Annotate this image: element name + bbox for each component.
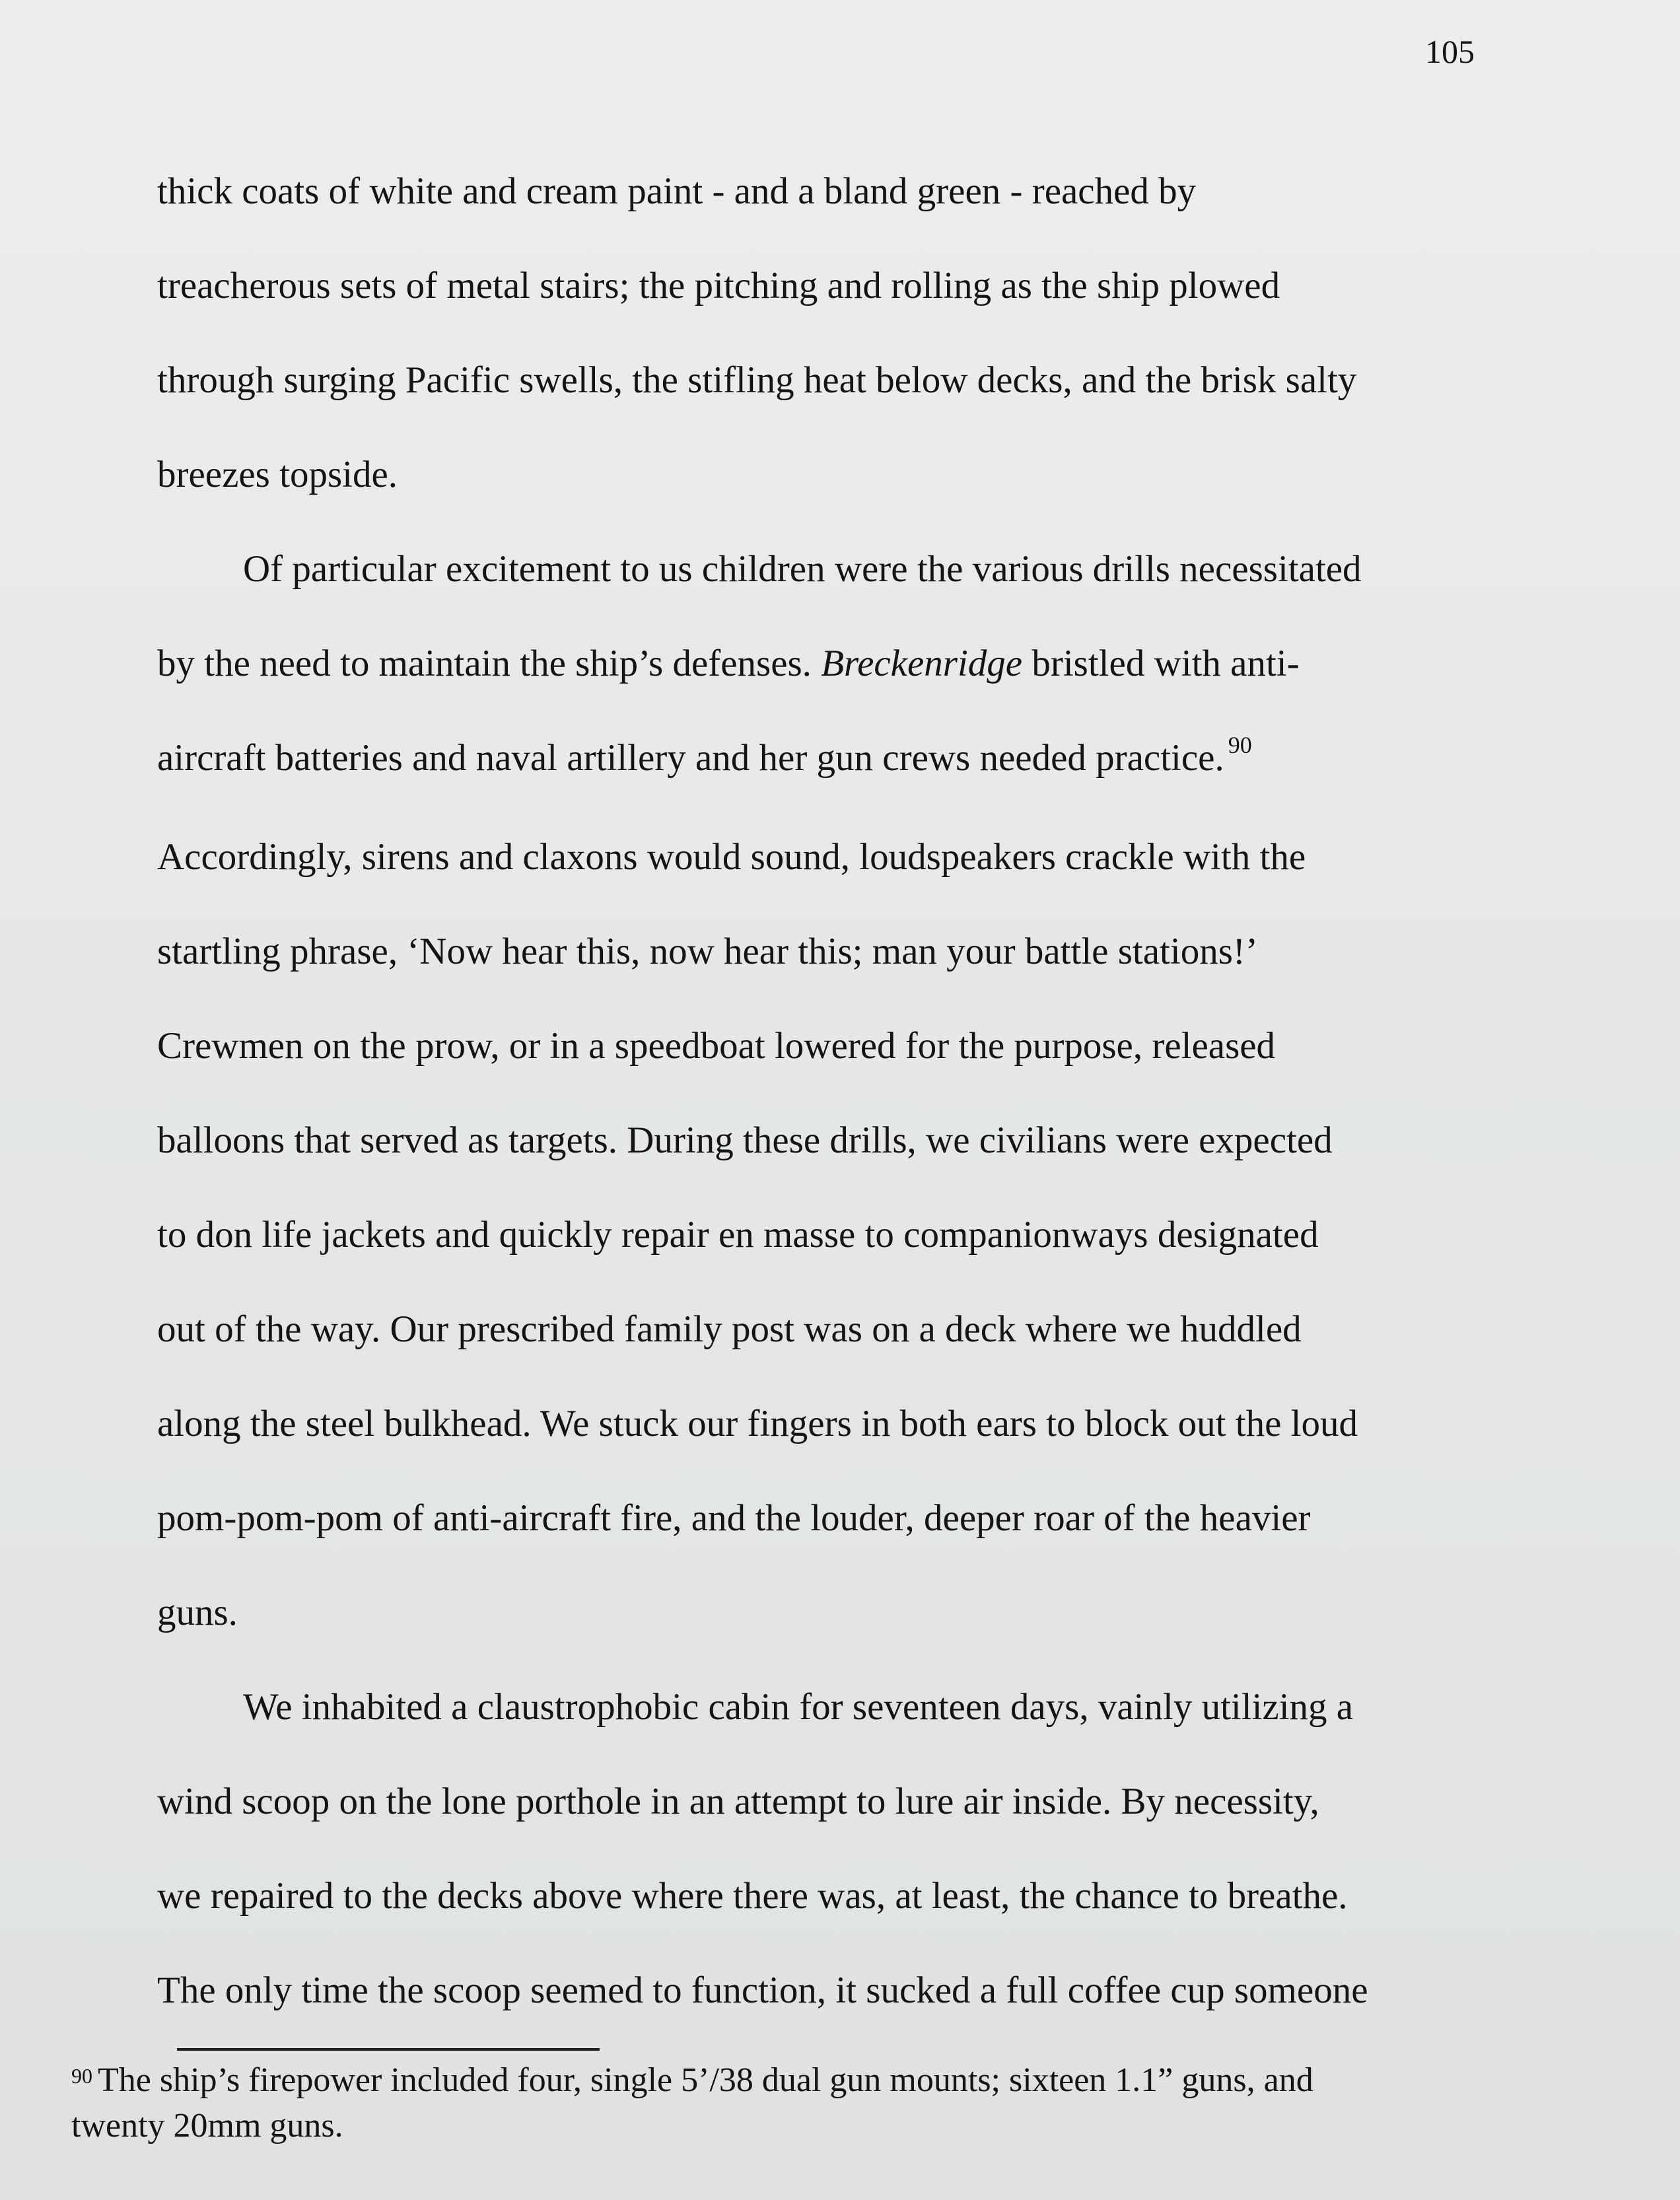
- text-line: Of particular excitement to us children were the various drills necessitated: [243, 548, 1362, 590]
- text-line: balloons that served as targets. During these drills, we civilians were expected: [157, 1119, 1333, 1161]
- text-run: by the need to maintain the ship’s defenses.: [157, 643, 822, 684]
- text-line: wind scoop on the lone porthole in an attempt to lure air inside. By necessity,: [157, 1781, 1319, 1822]
- text-line: [157, 616, 1504, 711]
- footnote: [71, 2059, 1524, 2147]
- footnote-reference[interactable]: 90: [1228, 732, 1252, 758]
- paragraph-3: [157, 1660, 1504, 2038]
- text-line: through surging Pacific swells, the stifling heat below decks, and the brisk salty: [157, 359, 1357, 401]
- text-line: breezes topside.: [157, 454, 398, 495]
- text-line: we repaired to the decks above where there was, at least, the chance to breathe.: [157, 1875, 1348, 1917]
- text-run: bristled with anti-: [1022, 643, 1300, 684]
- text-line: treacherous sets of metal stairs; the pitching and rolling as the ship plowed: [157, 265, 1280, 306]
- text-line: We inhabited a claustrophobic cabin for seventeen days, vainly utilizing a: [243, 1686, 1354, 1728]
- footnote-text: The ship’s firepower included four, single 5’/38 dual gun mounts; sixteen 1.1” guns, and: [98, 2061, 1313, 2099]
- text-line: to don life jackets and quickly repair en masse to companionways designated: [157, 1214, 1319, 1256]
- text-line: thick coats of white and cream paint - and a bland green - reached by: [157, 170, 1197, 212]
- text-line: [157, 711, 1504, 810]
- paragraph-1: [157, 144, 1504, 522]
- text-line: along the steel bulkhead. We stuck our fingers in both ears to block out the loud: [157, 1403, 1358, 1444]
- footnote-separator: [177, 2048, 600, 2051]
- text-line: Accordingly, sirens and claxons would sound, loudspeakers crackle with the: [157, 836, 1306, 878]
- text-line: Crewmen on the prow, or in a speedboat lowered for the purpose, released: [157, 1025, 1276, 1067]
- paragraph-2: [157, 522, 1504, 1660]
- text-line: pom-pom-pom of anti-aircraft fire, and the louder, deeper roar of the heavier: [157, 1497, 1311, 1539]
- text-line: out of the way. Our prescribed family post was on a deck where we huddled: [157, 1308, 1302, 1350]
- footnote-line: twenty 20mm guns.: [71, 2107, 343, 2145]
- footnote-marker: 90: [71, 2064, 92, 2088]
- text-line: guns.: [157, 1592, 238, 1633]
- page-number: 105: [1425, 33, 1475, 70]
- ship-name: Breckenridge: [821, 643, 1023, 684]
- text-run: aircraft batteries and naval artillery and her gun crews needed practice.: [157, 737, 1224, 779]
- text-line: startling phrase, ‘Now hear this, now hear this; man your battle stations!’: [157, 931, 1258, 972]
- footnote-line: [71, 2059, 1524, 2105]
- body-text: [157, 144, 1504, 2038]
- text-line: The only time the scoop seemed to function, it sucked a full coffee cup someone: [157, 1969, 1368, 2011]
